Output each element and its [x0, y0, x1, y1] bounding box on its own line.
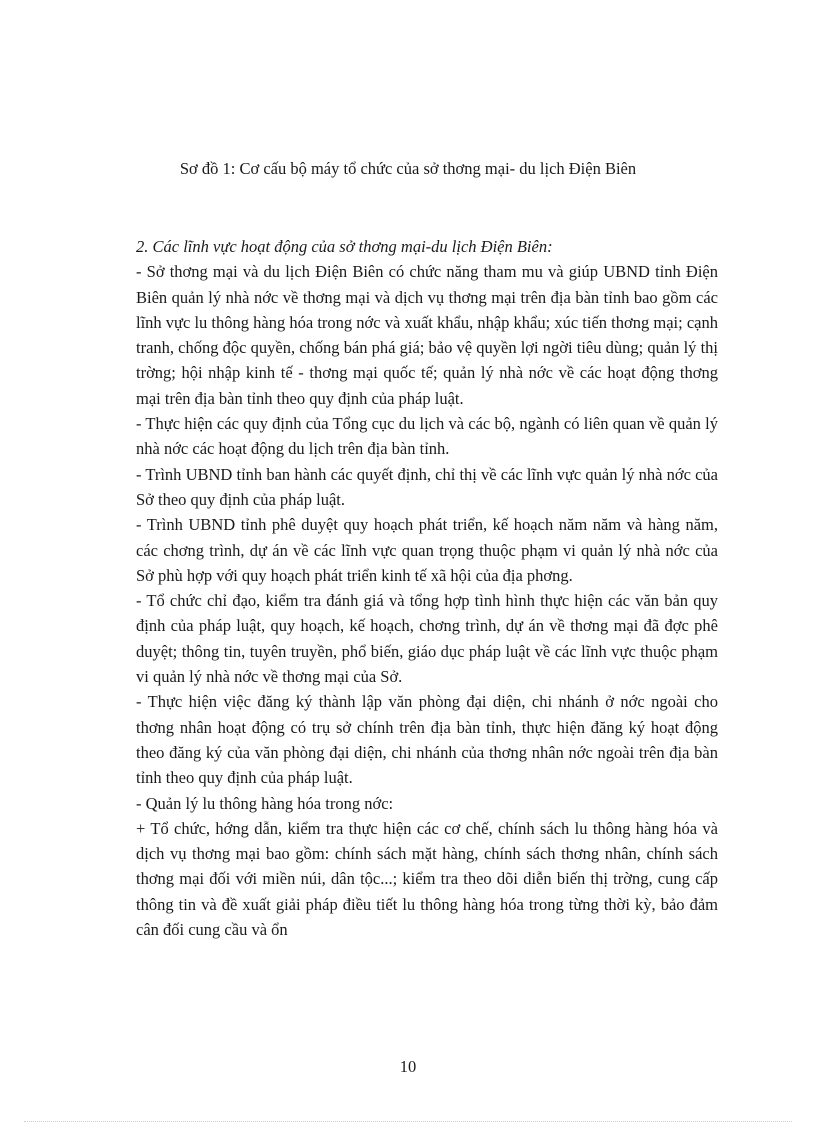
paragraph: - Thực hiện các quy định của Tổng cục du lịch và các bộ, ngành có liên quan về quản lý nhà nớc các hoạt động du lịch trên địa bàn tỉnh.	[136, 414, 718, 459]
diagram-caption: Sơ đồ 1: Cơ cấu bộ máy tổ chức của sở thơng mại- du lịch Điện Biên	[179, 159, 637, 178]
paragraph: - Trình UBND tỉnh ban hành các quyết định, chỉ thị về các lĩnh vực quản lý nhà nớc của Sở theo quy định của pháp luật.	[136, 464, 718, 509]
paragraph: - Tổ chức chỉ đạo, kiểm tra đánh giá và tổng hợp tình hình thực hiện các văn bản quy định của pháp luật, quy hoạch, kế hoạch, chơng trình, dự án về thơng mại đã đợc phê duyệt; thông tin, tuyên truyền, phổ biến, giáo dục pháp luật về các lĩnh vực thuộc phạm vi quản lý nhà nớc về thơng mại của Sở.	[136, 591, 718, 687]
page-number: 10	[399, 1057, 417, 1076]
paragraph: + Tổ chức, hớng dẫn, kiểm tra thực hiện các cơ chế, chính sách lu thông hàng hóa và dịch vụ thơng mại bao gồm: chính sách mặt hàng, chính sách thơng nhân, chính sách thơng mại đối với miền núi, dân tộc...; kiểm tra theo dõi diễn biến thị trờng, cung cấp thông tin và đề xuất giải pháp điều tiết lu thông hàng hóa trong từng thời kỳ, bảo đảm cân đối cung cầu và ổn	[136, 818, 718, 940]
section-heading: 2. Các lĩnh vực hoạt động của sở thơng mại-du lịch Điện Biên:	[136, 237, 553, 256]
paragraph: - Quản lý lu thông hàng hóa trong nớc:	[136, 793, 394, 813]
paragraph: - Thực hiện việc đăng ký thành lập văn phòng đại diện, chi nhánh ở nớc ngoài cho thơng nhân hoạt động có trụ sở chính trên địa bàn tỉnh, thực hiện đăng ký hoạt động theo đăng ký của văn phòng đại diện, chi nhánh của thơng nhân nớc ngoài trên địa bàn tỉnh theo quy định của pháp luật.	[136, 692, 718, 788]
paragraph: - Trình UBND tỉnh phê duyệt quy hoạch phát triển, kế hoạch năm năm và hàng năm, các chơng trình, dự án về các lĩnh vực quan trọng thuộc phạm vi quản lý nhà nớc của Sở phù hợp với quy hoạch phát triển kinh tế xã hội của địa phơng.	[136, 515, 718, 585]
paragraph: - Sở thơng mại và du lịch Điện Biên có chức năng tham mu và giúp UBND tỉnh Điện Biên quản lý nhà nớc về thơng mại và dịch vụ thơng mại trên địa bàn tỉnh bao gồm các lĩnh vực lu thông hàng hóa trong nớc và xuất khẩu, nhập khẩu; xúc tiến thơng mại; cạnh tranh, chống độc quyền, chống bán phá giá; bảo vệ quyền lợi ngời tiêu dùng; quản lý thị trờng; hội nhập kinh tế - thơng mại quốc tế; quản lý nhà nớc về các hoạt động thơng mại trên địa bàn tỉnh theo quy định của pháp luật.	[136, 262, 718, 408]
page-bottom-divider	[24, 1121, 792, 1122]
document-body	[136, 234, 718, 942]
